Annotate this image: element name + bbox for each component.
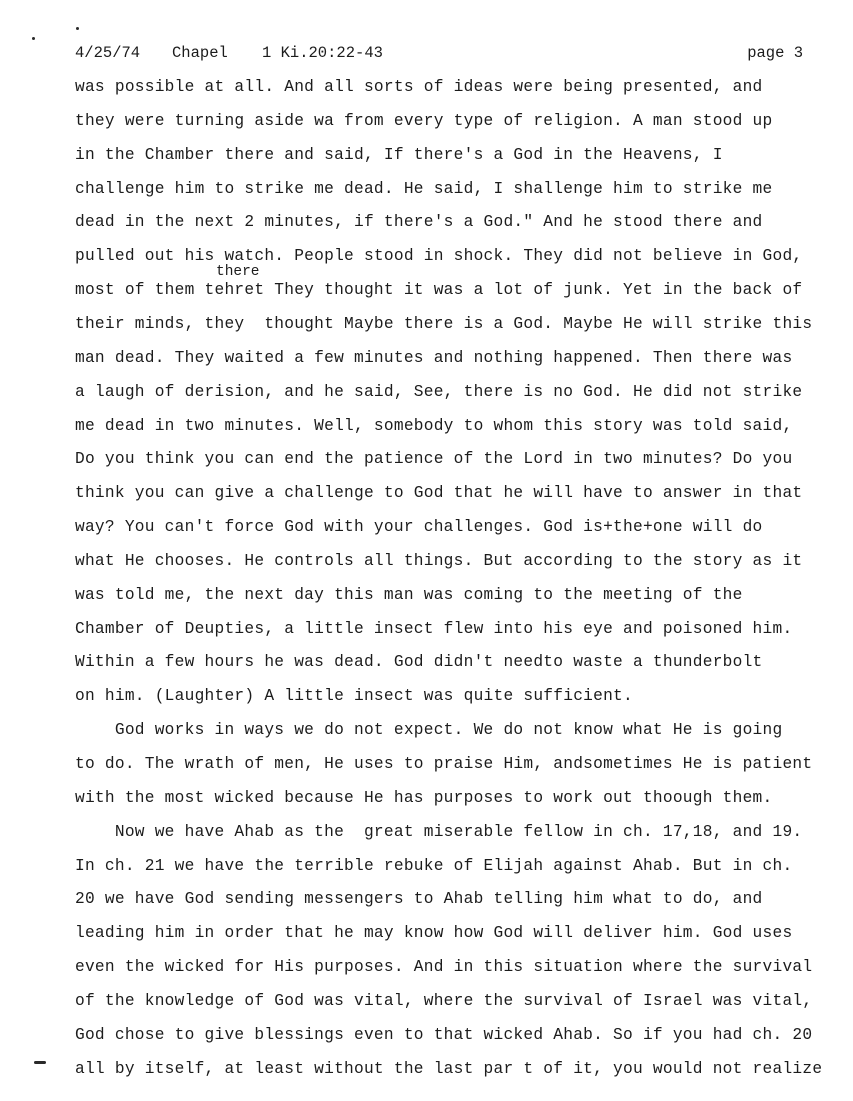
text-line: all by itself, at least without the last par t of it, you would not realize bbox=[75, 1059, 823, 1078]
text-line: Chamber of Deupties, a little insect flew into his eye and poisoned him. bbox=[75, 619, 793, 638]
text-line: what He chooses. He controls all things. But according to the story as it bbox=[75, 551, 803, 570]
text-line: way? You can't force God with your challenges. God is+the+one will do bbox=[75, 518, 763, 537]
text-line: on him. (Laughter) A little insect was quite sufficient. bbox=[75, 687, 633, 706]
page-header bbox=[75, 44, 803, 68]
text-line: me dead in two minutes. Well, somebody to whom this story was told said, bbox=[75, 416, 793, 435]
text-line: leading him in order that he may know how God will deliver him. God uses bbox=[75, 924, 793, 943]
text-line: with the most wicked because He has purposes to work out thoough them. bbox=[75, 788, 773, 807]
header-page-number: page 3 bbox=[747, 44, 803, 62]
text-line: was possible at all. And all sorts of ideas were being presented, and bbox=[75, 78, 763, 96]
text-line: In ch. 21 we have the terrible rebuke of Elijah against Ahab. But in ch. bbox=[75, 856, 793, 875]
text-line: man dead. They waited a few minutes and nothing happened. Then there was bbox=[75, 348, 793, 367]
text-line: pulled out his watch. People stood in shock. They did not believe in God, bbox=[75, 247, 803, 266]
text-line: Do you think you can end the patience of the Lord in two minutes? Do you bbox=[75, 450, 793, 469]
text-line: most of them tehret They thought it was a lot of junk. Yet in the back of bbox=[75, 281, 803, 300]
text-line: in the Chamber there and said, If there's a God in the Heavens, I bbox=[75, 145, 723, 164]
text-line: Within a few hours he was dead. God didn't needto waste a thunderbolt bbox=[75, 653, 763, 672]
header-date: 4/25/74 bbox=[75, 44, 141, 62]
text-line: dead in the next 2 minutes, if there's a God." And he stood there and bbox=[75, 213, 763, 232]
text-line: their minds, they thought Maybe there is a God. Maybe He will strike this bbox=[75, 314, 813, 333]
text-line: of the knowledge of God was vital, where the survival of Israel was vital, bbox=[75, 991, 813, 1010]
interlinear-insertion: there bbox=[216, 264, 260, 280]
text-line: Now we have Ahab as the great miserable fellow in ch. 17,18, and 19. bbox=[75, 822, 803, 841]
text-line: was told me, the next day this man was coming to the meeting of the bbox=[75, 585, 743, 604]
text-line: a laugh of derision, and he said, See, there is no God. He did not strike bbox=[75, 382, 803, 401]
text-line: challenge him to strike me dead. He said, I shallenge him to strike me bbox=[75, 179, 773, 198]
header-scripture-reference: 1 Ki.20:22-43 bbox=[262, 44, 383, 62]
text-line: to do. The wrath of men, He uses to praise Him, andsometimes He is patient bbox=[75, 755, 813, 773]
text-line: even the wicked for His purposes. And in this situation where the survival bbox=[75, 958, 813, 977]
margin-mark-left bbox=[32, 37, 35, 40]
text-line: think you can give a challenge to God that he will have to answer in that bbox=[75, 484, 803, 503]
text-line: God chose to give blessings even to that wicked Ahab. So if you had ch. 20 bbox=[75, 1025, 813, 1044]
text-line: 20 we have God sending messengers to Ahab telling him what to do, and bbox=[75, 890, 763, 909]
margin-mark-bottom bbox=[34, 1061, 46, 1064]
text-line: God works in ways we do not expect. We do not know what He is going bbox=[75, 721, 783, 740]
header-event: Chapel bbox=[172, 44, 228, 62]
margin-mark-top bbox=[76, 27, 79, 30]
text-line: they were turning aside wa from every type of religion. A man stood up bbox=[75, 111, 773, 130]
